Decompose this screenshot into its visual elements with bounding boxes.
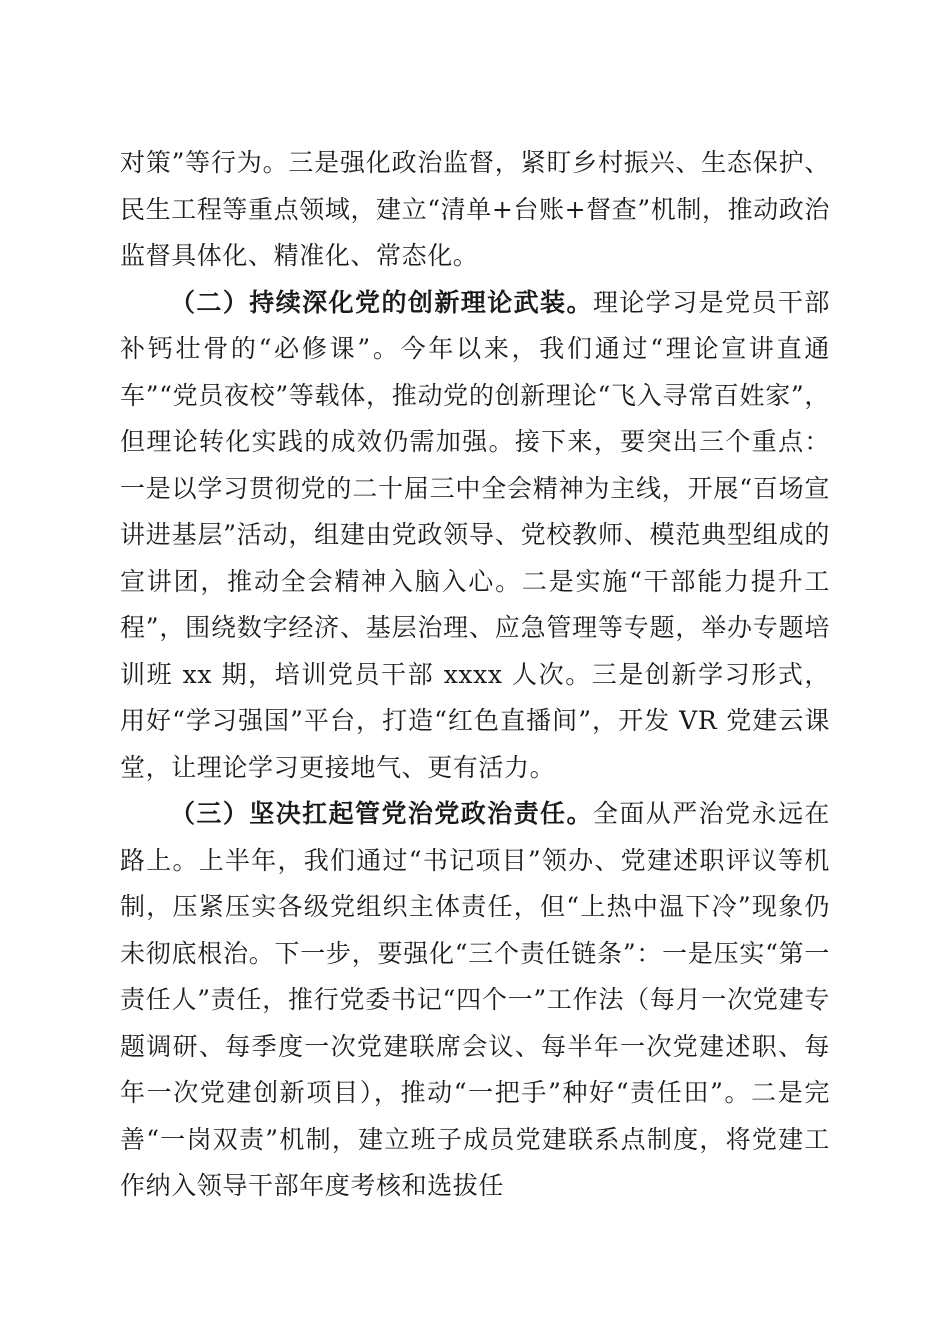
document-body [120, 140, 830, 1210]
paragraph-continued [120, 140, 830, 280]
paragraph-text: 全面从严治党永远在路上。上半年，我们通过“书记项目”领办、党建述职评议等机制，压紧压实各级党组织主体责任，但“上热中温下冷”现象仍未彻底根治。下一步，要强化“三个责任链条”：一是压实“第一责任人”责任，推行党委书记“四个一”工作法（每月一次党建专题调研、每季度一次党建联席会议、每半年一次党建述职、每年一次党建创新项目），推动“一把手”种好“责任田”。二是完善“一岗双责”机制，建立班子成员党建联系点制度，将党建工作纳入领导干部年度考核和选拔任 [120, 799, 830, 1200]
paragraph-theory-study [120, 280, 830, 792]
section-heading-3: （三）坚决扛起管党治党政治责任。 [170, 799, 593, 828]
paragraph-text: 理论学习是党员干部补钙壮骨的“必修课”。今年以来，我们通过“理论宣讲直通车”“党员夜校”等载体，推动党的创新理论“飞入寻常百姓家”，但理论转化实践的成效仍需加强。接下来，要突出三个重点：一是以学习贯彻党的二十届三中全会精神为主线，开展“百场宣讲进基层”活动，组建由党政领导、党校教师、模范典型组成的宣讲团，推动全会精神入脑入心。二是实施“干部能力提升工程”，围绕数字经济、基层治理、应急管理等专题，举办专题培训班 xx 期，培训党员干部 xxxx 人次。三是创新学习形式，用好“学习强国”平台，打造“红色直播间”，开发 VR 党建云课堂，让理论学习更接地气、更有活力。 [120, 287, 830, 782]
section-heading-2: （二）持续深化党的创新理论武装。 [170, 287, 593, 317]
paragraph-text: 对策”等行为。三是强化政治监督，紧盯乡村振兴、生态保护、民生工程等重点领域，建立“清单+台账+督查”机制，推动政治监督具体化、精准化、常态化。 [120, 148, 830, 270]
paragraph-party-responsibility [120, 791, 830, 1210]
